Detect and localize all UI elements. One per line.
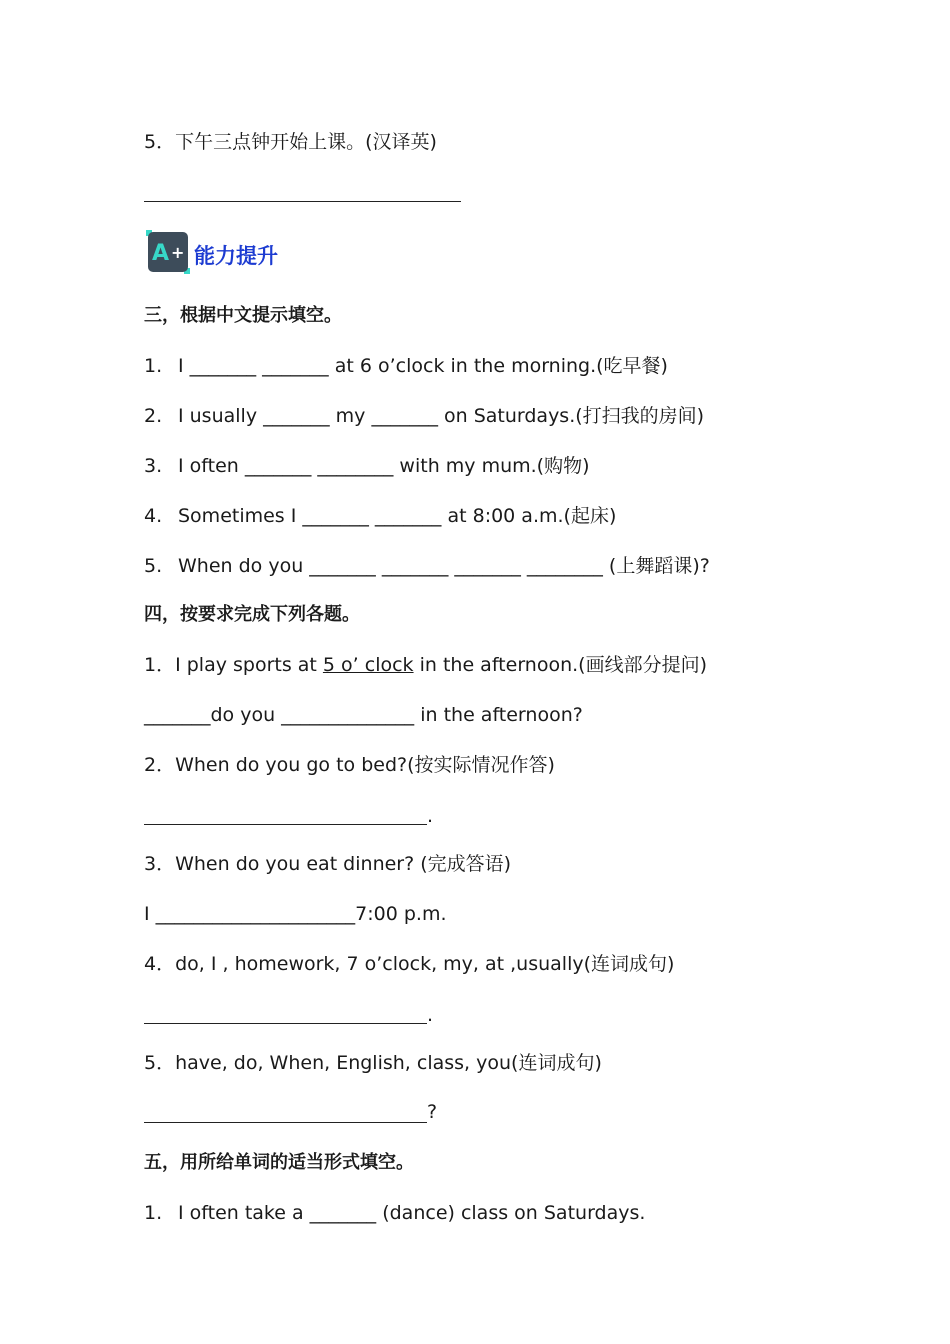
list-item: 3. I often _______ ________ with my mum.(购物)	[144, 455, 590, 477]
answer-line	[144, 1023, 427, 1024]
list-item: 1. I often take a _______ (dance) class on Saturdays.	[144, 1202, 646, 1224]
question-2: 2．When do you go to bed?(按实际情况作答)	[144, 754, 555, 776]
answer-line	[144, 824, 427, 825]
section-4-heading: 四，按要求完成下列各题。	[144, 604, 360, 625]
a-plus-icon	[146, 230, 190, 274]
answer-end: .	[427, 805, 434, 827]
question-4: 4．do, I , homework, 7 o’clock, my, at ,usually(连词成句)	[144, 953, 675, 975]
answer-line	[144, 1122, 427, 1123]
question-5-translate: 5．下午三点钟开始上课。(汉译英)	[144, 131, 437, 153]
answer-line	[144, 201, 461, 202]
section-title: 能力提升	[194, 244, 278, 268]
svg-text:A: A	[152, 241, 170, 266]
question-5: 5．have, do, When, English, class, you(连词成句)	[144, 1052, 602, 1074]
answer-end: ?	[427, 1101, 438, 1123]
list-item: 4. Sometimes I _______ _______ at 8:00 a.m.(起床)	[144, 505, 617, 527]
question-1: 1．I play sports at 5 o’ clock in the afternoon.(画线部分提问)	[144, 654, 707, 676]
list-item: 1. I _______ _______ at 6 o’clock in the morning.(吃早餐)	[144, 355, 668, 377]
answer-end: .	[427, 1004, 434, 1026]
svg-text:+: +	[171, 243, 185, 262]
question-3-answer: I _____________________7:00 p.m.	[144, 903, 447, 925]
question-1-answer: _______do you ______________ in the afternoon?	[144, 704, 583, 726]
list-item: 2. I usually _______ my _______ on Saturdays.(打扫我的房间)	[144, 405, 705, 427]
section-5-heading: 五，用所给单词的适当形式填空。	[144, 1152, 414, 1173]
question-3: 3．When do you eat dinner? (完成答语)	[144, 853, 512, 875]
list-item: 5. When do you _______ _______ _______ ________ (上舞蹈课)?	[144, 555, 710, 577]
section-3-heading: 三，根据中文提示填空。	[144, 305, 342, 326]
